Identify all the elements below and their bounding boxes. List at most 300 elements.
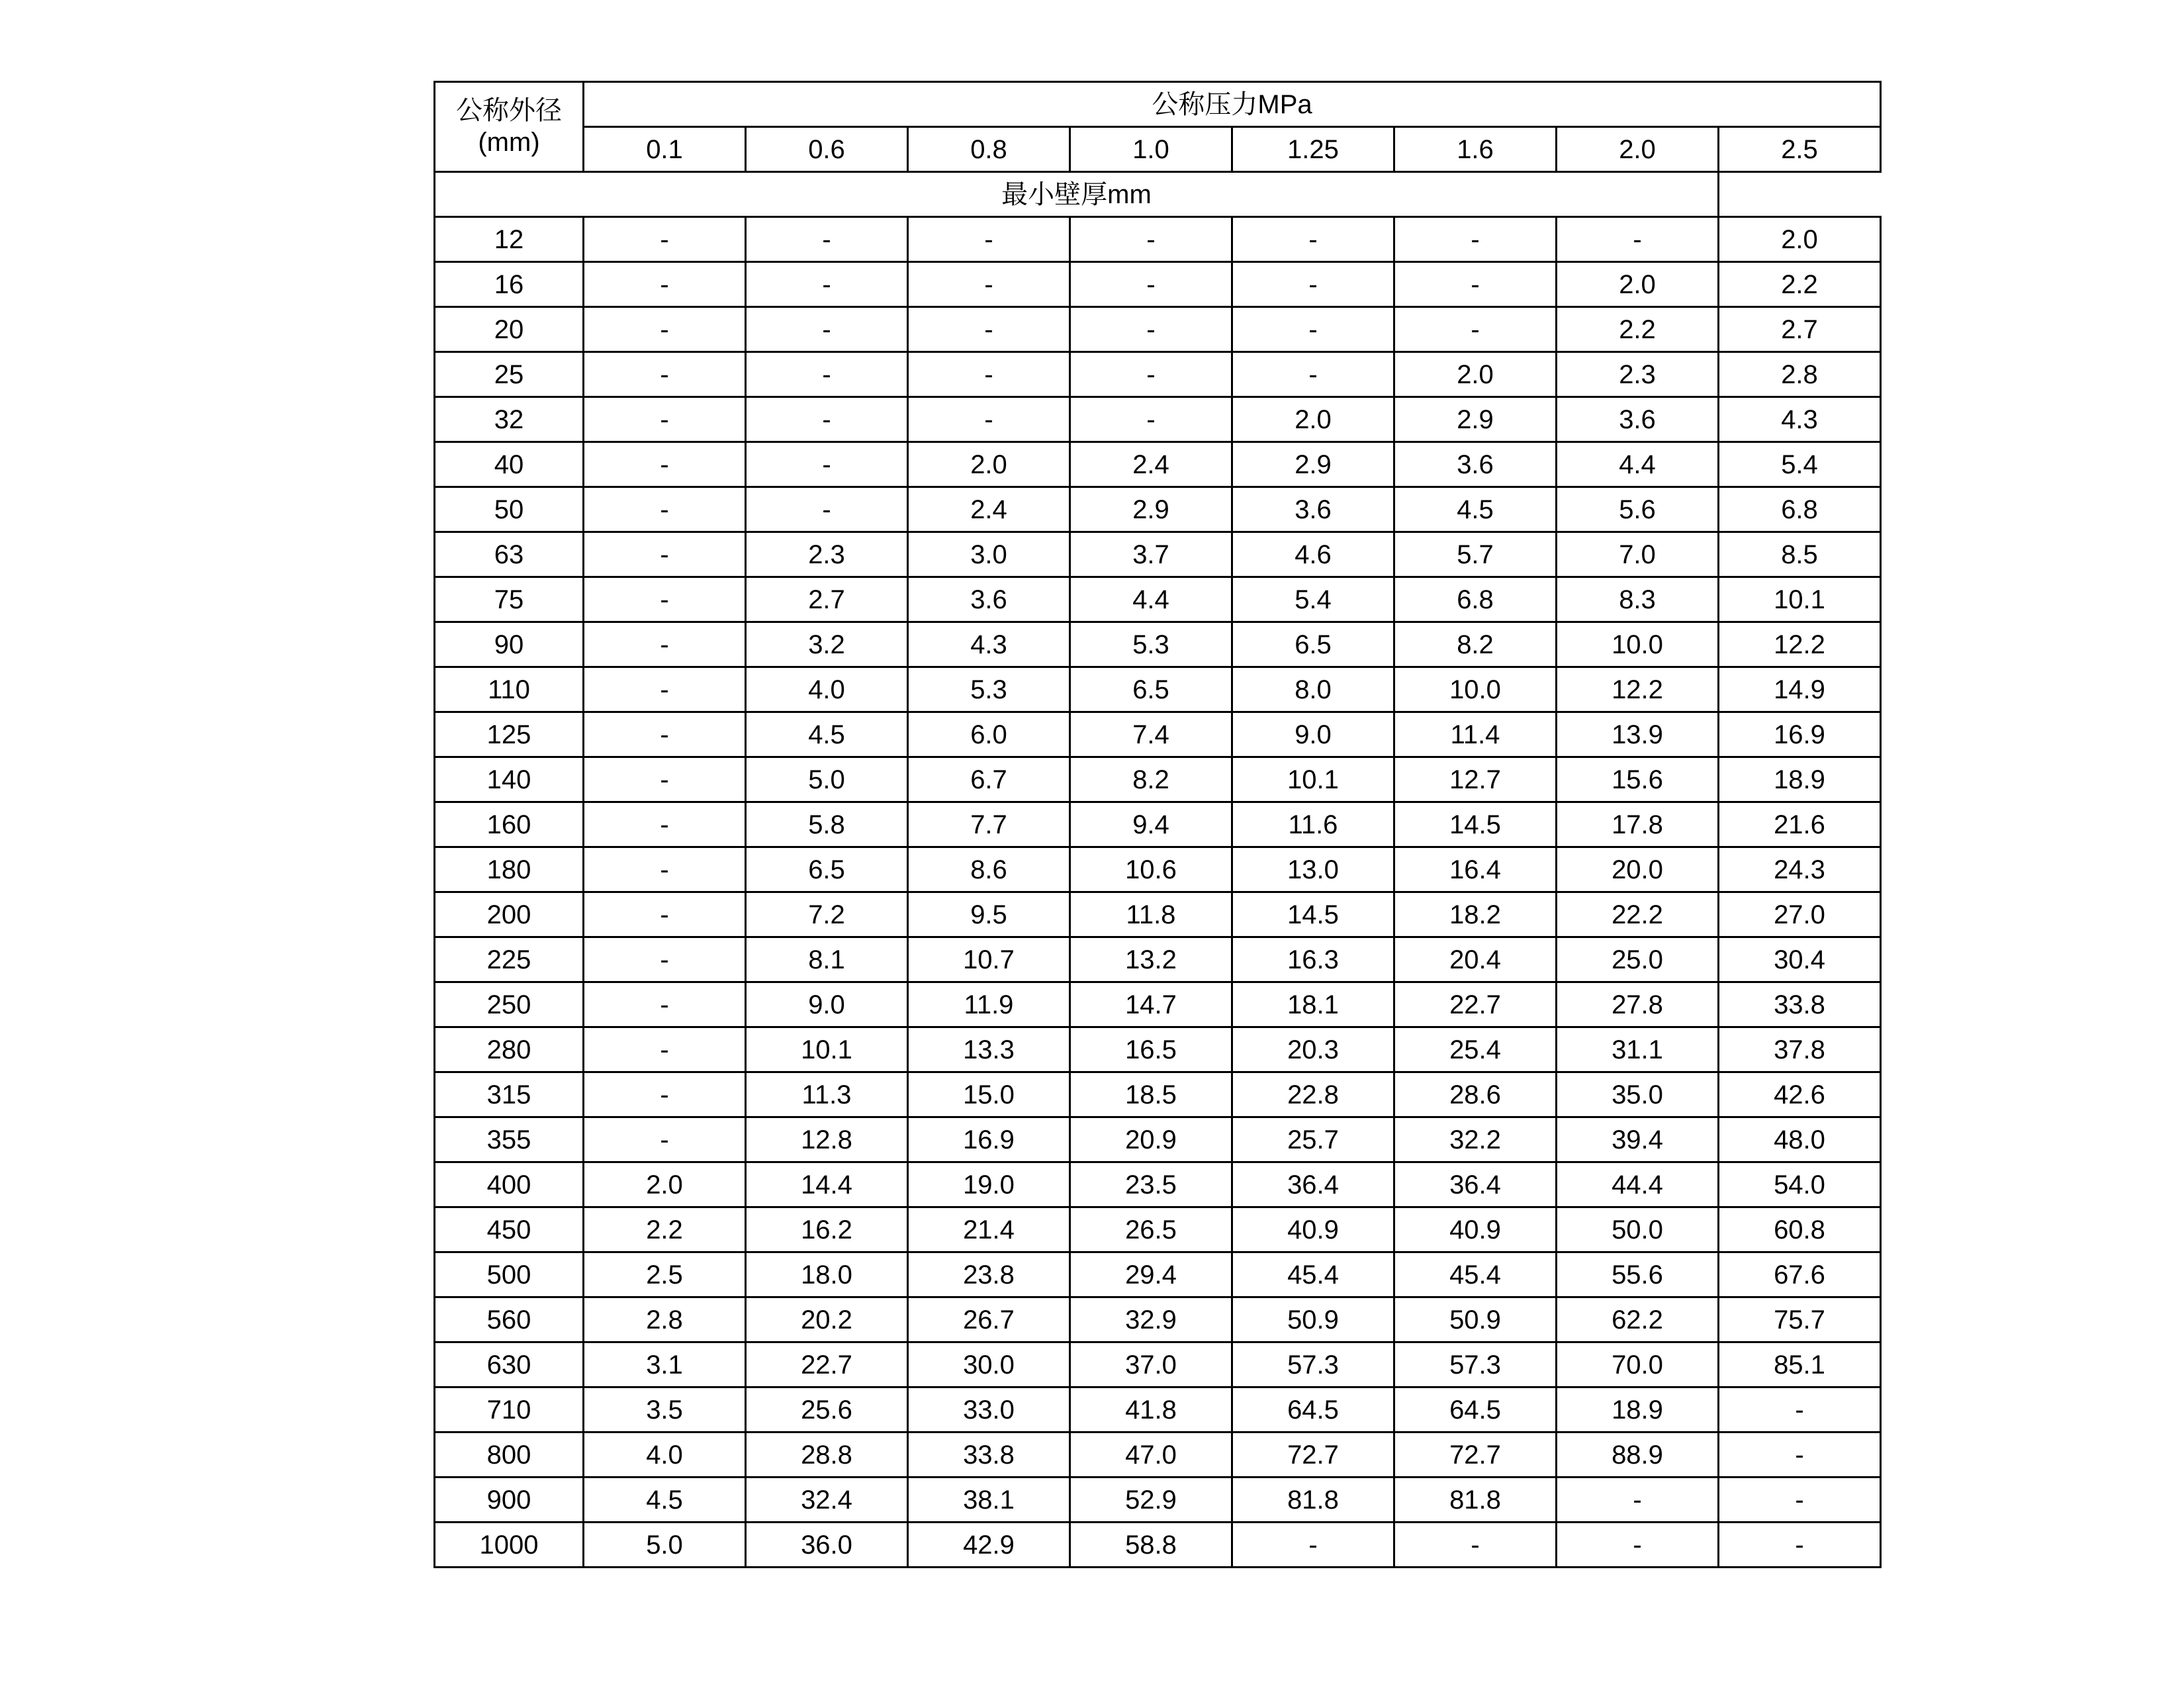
cell-wall-thickness: 6.5 bbox=[1070, 667, 1232, 712]
cell-wall-thickness: 2.7 bbox=[746, 577, 908, 622]
cell-wall-thickness: 7.2 bbox=[746, 892, 908, 937]
cell-wall-thickness: - bbox=[584, 532, 746, 577]
cell-wall-thickness: 17.8 bbox=[1557, 802, 1719, 847]
cell-wall-thickness: 10.0 bbox=[1394, 667, 1557, 712]
cell-wall-thickness: 64.5 bbox=[1394, 1387, 1557, 1432]
cell-nominal-diameter: 900 bbox=[435, 1477, 584, 1523]
cell-wall-thickness: - bbox=[1232, 1523, 1394, 1568]
cell-wall-thickness: 35.0 bbox=[1557, 1072, 1719, 1117]
cell-wall-thickness: 2.2 bbox=[1557, 307, 1719, 352]
cell-wall-thickness: 88.9 bbox=[1557, 1432, 1719, 1477]
cell-nominal-diameter: 400 bbox=[435, 1162, 584, 1207]
cell-wall-thickness: 14.4 bbox=[746, 1162, 908, 1207]
cell-wall-thickness: 16.9 bbox=[1719, 712, 1881, 757]
cell-wall-thickness: - bbox=[1394, 1523, 1557, 1568]
cell-wall-thickness: 32.2 bbox=[1394, 1117, 1557, 1162]
cell-wall-thickness: 6.8 bbox=[1394, 577, 1557, 622]
table-row bbox=[435, 802, 1881, 847]
cell-nominal-diameter: 12 bbox=[435, 217, 584, 262]
cell-wall-thickness: 10.6 bbox=[1070, 847, 1232, 892]
cell-wall-thickness: 2.0 bbox=[584, 1162, 746, 1207]
cell-wall-thickness: - bbox=[1232, 262, 1394, 307]
header-nominal-diameter-line2: (mm) bbox=[478, 127, 540, 157]
cell-wall-thickness: 7.4 bbox=[1070, 712, 1232, 757]
cell-wall-thickness: 5.0 bbox=[584, 1523, 746, 1568]
cell-nominal-diameter: 16 bbox=[435, 262, 584, 307]
cell-nominal-diameter: 450 bbox=[435, 1207, 584, 1252]
header-min-wall-thickness: 最小壁厚mm bbox=[435, 172, 1719, 217]
cell-wall-thickness: - bbox=[584, 487, 746, 532]
cell-wall-thickness: 28.6 bbox=[1394, 1072, 1557, 1117]
header-pressure-1: 0.6 bbox=[746, 127, 908, 172]
table-row bbox=[435, 667, 1881, 712]
cell-wall-thickness: 58.8 bbox=[1070, 1523, 1232, 1568]
cell-wall-thickness: - bbox=[584, 397, 746, 442]
cell-wall-thickness: 39.4 bbox=[1557, 1117, 1719, 1162]
cell-wall-thickness: 26.7 bbox=[908, 1297, 1070, 1342]
cell-wall-thickness: - bbox=[584, 217, 746, 262]
cell-wall-thickness: 4.5 bbox=[584, 1477, 746, 1523]
cell-wall-thickness: 8.0 bbox=[1232, 667, 1394, 712]
cell-wall-thickness: 4.3 bbox=[908, 622, 1070, 667]
cell-wall-thickness: 22.8 bbox=[1232, 1072, 1394, 1117]
cell-wall-thickness: 37.8 bbox=[1719, 1027, 1881, 1072]
cell-wall-thickness: 5.7 bbox=[1394, 532, 1557, 577]
table-row bbox=[435, 487, 1881, 532]
cell-wall-thickness: 9.0 bbox=[1232, 712, 1394, 757]
header-row-thickness-title bbox=[435, 172, 1881, 217]
cell-wall-thickness: 29.4 bbox=[1070, 1252, 1232, 1297]
table-row bbox=[435, 532, 1881, 577]
cell-wall-thickness: 13.0 bbox=[1232, 847, 1394, 892]
cell-wall-thickness: - bbox=[584, 937, 746, 982]
cell-wall-thickness: - bbox=[584, 622, 746, 667]
cell-nominal-diameter: 140 bbox=[435, 757, 584, 802]
cell-wall-thickness: - bbox=[1719, 1477, 1881, 1523]
cell-wall-thickness: 8.2 bbox=[1070, 757, 1232, 802]
cell-wall-thickness: 20.0 bbox=[1557, 847, 1719, 892]
cell-wall-thickness: 64.5 bbox=[1232, 1387, 1394, 1432]
cell-wall-thickness: 14.5 bbox=[1394, 802, 1557, 847]
cell-wall-thickness: 6.5 bbox=[1232, 622, 1394, 667]
header-row-pressure-title bbox=[435, 82, 1881, 127]
cell-wall-thickness: 8.5 bbox=[1719, 532, 1881, 577]
cell-nominal-diameter: 63 bbox=[435, 532, 584, 577]
cell-nominal-diameter: 110 bbox=[435, 667, 584, 712]
cell-wall-thickness: 8.2 bbox=[1394, 622, 1557, 667]
cell-wall-thickness: 23.5 bbox=[1070, 1162, 1232, 1207]
cell-wall-thickness: 50.9 bbox=[1232, 1297, 1394, 1342]
cell-wall-thickness: 18.2 bbox=[1394, 892, 1557, 937]
cell-wall-thickness: - bbox=[746, 487, 908, 532]
table-row bbox=[435, 1297, 1881, 1342]
cell-nominal-diameter: 125 bbox=[435, 712, 584, 757]
cell-nominal-diameter: 315 bbox=[435, 1072, 584, 1117]
cell-wall-thickness: 2.0 bbox=[1557, 262, 1719, 307]
header-pressure-2: 0.8 bbox=[908, 127, 1070, 172]
header-pressure-0: 0.1 bbox=[584, 127, 746, 172]
table-row bbox=[435, 1252, 1881, 1297]
cell-wall-thickness: - bbox=[1557, 217, 1719, 262]
cell-wall-thickness: 4.4 bbox=[1557, 442, 1719, 487]
table-row bbox=[435, 1207, 1881, 1252]
cell-nominal-diameter: 200 bbox=[435, 892, 584, 937]
cell-wall-thickness: - bbox=[584, 847, 746, 892]
cell-wall-thickness: - bbox=[584, 577, 746, 622]
table-row bbox=[435, 1387, 1881, 1432]
cell-wall-thickness: - bbox=[584, 442, 746, 487]
cell-wall-thickness: 3.5 bbox=[584, 1387, 746, 1432]
cell-wall-thickness: 81.8 bbox=[1232, 1477, 1394, 1523]
cell-wall-thickness: 11.9 bbox=[908, 982, 1070, 1027]
cell-wall-thickness: - bbox=[584, 262, 746, 307]
table-row bbox=[435, 352, 1881, 397]
cell-wall-thickness: 45.4 bbox=[1394, 1252, 1557, 1297]
cell-wall-thickness: 13.9 bbox=[1557, 712, 1719, 757]
cell-wall-thickness: - bbox=[746, 217, 908, 262]
cell-wall-thickness: 11.4 bbox=[1394, 712, 1557, 757]
cell-wall-thickness: 2.9 bbox=[1232, 442, 1394, 487]
table-body bbox=[435, 217, 1881, 1568]
header-row-pressure-values bbox=[435, 127, 1881, 172]
cell-wall-thickness: 5.6 bbox=[1557, 487, 1719, 532]
cell-wall-thickness: - bbox=[1719, 1523, 1881, 1568]
cell-wall-thickness: 21.6 bbox=[1719, 802, 1881, 847]
cell-wall-thickness: 3.7 bbox=[1070, 532, 1232, 577]
cell-wall-thickness: 81.8 bbox=[1394, 1477, 1557, 1523]
table-row bbox=[435, 307, 1881, 352]
cell-wall-thickness: - bbox=[1719, 1432, 1881, 1477]
cell-nominal-diameter: 225 bbox=[435, 937, 584, 982]
table-row bbox=[435, 937, 1881, 982]
cell-wall-thickness: 42.6 bbox=[1719, 1072, 1881, 1117]
cell-nominal-diameter: 280 bbox=[435, 1027, 584, 1072]
cell-wall-thickness: - bbox=[1232, 307, 1394, 352]
cell-wall-thickness: 55.6 bbox=[1557, 1252, 1719, 1297]
cell-wall-thickness: 33.8 bbox=[908, 1432, 1070, 1477]
cell-nominal-diameter: 25 bbox=[435, 352, 584, 397]
header-pressure-3: 1.0 bbox=[1070, 127, 1232, 172]
cell-wall-thickness: 27.8 bbox=[1557, 982, 1719, 1027]
cell-wall-thickness: 25.6 bbox=[746, 1387, 908, 1432]
cell-wall-thickness: 13.3 bbox=[908, 1027, 1070, 1072]
cell-wall-thickness: 20.3 bbox=[1232, 1027, 1394, 1072]
cell-wall-thickness: 24.3 bbox=[1719, 847, 1881, 892]
table-row bbox=[435, 1162, 1881, 1207]
cell-wall-thickness: 14.5 bbox=[1232, 892, 1394, 937]
cell-wall-thickness: 3.6 bbox=[908, 577, 1070, 622]
cell-wall-thickness: 48.0 bbox=[1719, 1117, 1881, 1162]
cell-wall-thickness: 2.2 bbox=[584, 1207, 746, 1252]
cell-nominal-diameter: 90 bbox=[435, 622, 584, 667]
cell-nominal-diameter: 560 bbox=[435, 1297, 584, 1342]
table-row bbox=[435, 1432, 1881, 1477]
cell-wall-thickness: 16.5 bbox=[1070, 1027, 1232, 1072]
header-nominal-diameter bbox=[435, 82, 584, 172]
header-pressure-7: 2.5 bbox=[1719, 127, 1881, 172]
cell-wall-thickness: 47.0 bbox=[1070, 1432, 1232, 1477]
cell-wall-thickness: 33.8 bbox=[1719, 982, 1881, 1027]
cell-wall-thickness: - bbox=[908, 262, 1070, 307]
cell-nominal-diameter: 20 bbox=[435, 307, 584, 352]
cell-wall-thickness: 7.7 bbox=[908, 802, 1070, 847]
cell-wall-thickness: 41.8 bbox=[1070, 1387, 1232, 1432]
cell-wall-thickness: 5.3 bbox=[908, 667, 1070, 712]
table-row bbox=[435, 892, 1881, 937]
cell-wall-thickness: 7.0 bbox=[1557, 532, 1719, 577]
cell-wall-thickness: 5.3 bbox=[1070, 622, 1232, 667]
cell-wall-thickness: - bbox=[1557, 1523, 1719, 1568]
header-nominal-pressure: 公称压力MPa bbox=[584, 82, 1881, 127]
cell-nominal-diameter: 710 bbox=[435, 1387, 584, 1432]
cell-wall-thickness: 10.7 bbox=[908, 937, 1070, 982]
cell-nominal-diameter: 75 bbox=[435, 577, 584, 622]
cell-wall-thickness: 4.0 bbox=[584, 1432, 746, 1477]
cell-wall-thickness: 18.1 bbox=[1232, 982, 1394, 1027]
cell-wall-thickness: 30.0 bbox=[908, 1342, 1070, 1387]
cell-wall-thickness: 32.4 bbox=[746, 1477, 908, 1523]
cell-wall-thickness: 2.5 bbox=[584, 1252, 746, 1297]
cell-wall-thickness: 4.6 bbox=[1232, 532, 1394, 577]
cell-wall-thickness: 25.7 bbox=[1232, 1117, 1394, 1162]
cell-wall-thickness: 11.3 bbox=[746, 1072, 908, 1117]
cell-wall-thickness: 22.7 bbox=[746, 1342, 908, 1387]
cell-wall-thickness: - bbox=[1232, 352, 1394, 397]
cell-wall-thickness: 4.5 bbox=[746, 712, 908, 757]
cell-wall-thickness: - bbox=[584, 712, 746, 757]
cell-wall-thickness: 9.4 bbox=[1070, 802, 1232, 847]
cell-wall-thickness: 25.4 bbox=[1394, 1027, 1557, 1072]
cell-wall-thickness: 50.0 bbox=[1557, 1207, 1719, 1252]
table-row bbox=[435, 217, 1881, 262]
cell-wall-thickness: - bbox=[1070, 307, 1232, 352]
cell-wall-thickness: 18.9 bbox=[1557, 1387, 1719, 1432]
cell-wall-thickness: 22.2 bbox=[1557, 892, 1719, 937]
cell-wall-thickness: - bbox=[584, 892, 746, 937]
cell-wall-thickness: 10.1 bbox=[1719, 577, 1881, 622]
cell-wall-thickness: 5.4 bbox=[1719, 442, 1881, 487]
cell-wall-thickness: 4.3 bbox=[1719, 397, 1881, 442]
cell-wall-thickness: - bbox=[584, 352, 746, 397]
cell-wall-thickness: 85.1 bbox=[1719, 1342, 1881, 1387]
cell-wall-thickness: - bbox=[584, 982, 746, 1027]
cell-wall-thickness: 18.5 bbox=[1070, 1072, 1232, 1117]
cell-wall-thickness: 37.0 bbox=[1070, 1342, 1232, 1387]
cell-wall-thickness: 10.1 bbox=[1232, 757, 1394, 802]
cell-wall-thickness: 19.0 bbox=[908, 1162, 1070, 1207]
table-row bbox=[435, 262, 1881, 307]
cell-wall-thickness: 21.4 bbox=[908, 1207, 1070, 1252]
cell-nominal-diameter: 1000 bbox=[435, 1523, 584, 1568]
cell-wall-thickness: - bbox=[1232, 217, 1394, 262]
header-nominal-diameter-line1: 公称外径 bbox=[456, 96, 562, 126]
cell-wall-thickness: 38.1 bbox=[908, 1477, 1070, 1523]
cell-wall-thickness: 2.3 bbox=[746, 532, 908, 577]
cell-wall-thickness: 23.8 bbox=[908, 1252, 1070, 1297]
cell-wall-thickness: - bbox=[1070, 217, 1232, 262]
cell-wall-thickness: 9.0 bbox=[746, 982, 908, 1027]
cell-wall-thickness: 72.7 bbox=[1394, 1432, 1557, 1477]
cell-wall-thickness: - bbox=[746, 262, 908, 307]
cell-wall-thickness: 16.4 bbox=[1394, 847, 1557, 892]
cell-wall-thickness: 13.2 bbox=[1070, 937, 1232, 982]
cell-wall-thickness: 6.7 bbox=[908, 757, 1070, 802]
cell-wall-thickness: 2.8 bbox=[584, 1297, 746, 1342]
cell-wall-thickness: - bbox=[584, 1027, 746, 1072]
table-row bbox=[435, 1072, 1881, 1117]
header-pressure-5: 1.6 bbox=[1394, 127, 1557, 172]
cell-wall-thickness: 11.8 bbox=[1070, 892, 1232, 937]
cell-wall-thickness: - bbox=[1394, 217, 1557, 262]
cell-wall-thickness: 2.3 bbox=[1557, 352, 1719, 397]
cell-nominal-diameter: 630 bbox=[435, 1342, 584, 1387]
cell-wall-thickness: 18.9 bbox=[1719, 757, 1881, 802]
cell-wall-thickness: 54.0 bbox=[1719, 1162, 1881, 1207]
cell-nominal-diameter: 355 bbox=[435, 1117, 584, 1162]
cell-wall-thickness: 25.0 bbox=[1557, 937, 1719, 982]
cell-wall-thickness: 4.5 bbox=[1394, 487, 1557, 532]
cell-wall-thickness: - bbox=[746, 352, 908, 397]
cell-wall-thickness: - bbox=[746, 307, 908, 352]
cell-wall-thickness: 5.8 bbox=[746, 802, 908, 847]
cell-wall-thickness: 62.2 bbox=[1557, 1297, 1719, 1342]
cell-wall-thickness: 5.4 bbox=[1232, 577, 1394, 622]
table-row bbox=[435, 397, 1881, 442]
cell-wall-thickness: - bbox=[746, 397, 908, 442]
cell-wall-thickness: 50.9 bbox=[1394, 1297, 1557, 1342]
cell-wall-thickness: 2.0 bbox=[1232, 397, 1394, 442]
table-header bbox=[435, 82, 1881, 217]
cell-wall-thickness: 15.6 bbox=[1557, 757, 1719, 802]
cell-wall-thickness: - bbox=[908, 307, 1070, 352]
cell-wall-thickness: 12.2 bbox=[1719, 622, 1881, 667]
cell-wall-thickness: - bbox=[1394, 307, 1557, 352]
cell-wall-thickness: 57.3 bbox=[1232, 1342, 1394, 1387]
cell-wall-thickness: 9.5 bbox=[908, 892, 1070, 937]
cell-wall-thickness: 14.9 bbox=[1719, 667, 1881, 712]
cell-wall-thickness: 3.6 bbox=[1394, 442, 1557, 487]
cell-wall-thickness: 57.3 bbox=[1394, 1342, 1557, 1387]
cell-wall-thickness: 44.4 bbox=[1557, 1162, 1719, 1207]
cell-wall-thickness: 2.2 bbox=[1719, 262, 1881, 307]
cell-wall-thickness: 2.8 bbox=[1719, 352, 1881, 397]
table-row bbox=[435, 1342, 1881, 1387]
cell-wall-thickness: 16.9 bbox=[908, 1117, 1070, 1162]
cell-wall-thickness: - bbox=[584, 307, 746, 352]
cell-wall-thickness: 15.0 bbox=[908, 1072, 1070, 1117]
cell-wall-thickness: 3.6 bbox=[1557, 397, 1719, 442]
cell-wall-thickness: 52.9 bbox=[1070, 1477, 1232, 1523]
cell-wall-thickness: 8.1 bbox=[746, 937, 908, 982]
cell-wall-thickness: 31.1 bbox=[1557, 1027, 1719, 1072]
cell-wall-thickness: 42.9 bbox=[908, 1523, 1070, 1568]
cell-wall-thickness: 8.6 bbox=[908, 847, 1070, 892]
table-row bbox=[435, 1523, 1881, 1568]
cell-nominal-diameter: 32 bbox=[435, 397, 584, 442]
cell-wall-thickness: 3.6 bbox=[1232, 487, 1394, 532]
cell-wall-thickness: 8.3 bbox=[1557, 577, 1719, 622]
cell-wall-thickness: 26.5 bbox=[1070, 1207, 1232, 1252]
cell-wall-thickness: 2.9 bbox=[1394, 397, 1557, 442]
cell-wall-thickness: 45.4 bbox=[1232, 1252, 1394, 1297]
cell-wall-thickness: 6.8 bbox=[1719, 487, 1881, 532]
cell-wall-thickness: - bbox=[1719, 1387, 1881, 1432]
cell-nominal-diameter: 250 bbox=[435, 982, 584, 1027]
cell-wall-thickness: 14.7 bbox=[1070, 982, 1232, 1027]
cell-wall-thickness: 28.8 bbox=[746, 1432, 908, 1477]
cell-wall-thickness: 12.7 bbox=[1394, 757, 1557, 802]
table-row bbox=[435, 1027, 1881, 1072]
cell-wall-thickness: 20.4 bbox=[1394, 937, 1557, 982]
cell-wall-thickness: 72.7 bbox=[1232, 1432, 1394, 1477]
cell-wall-thickness: 6.5 bbox=[746, 847, 908, 892]
cell-nominal-diameter: 160 bbox=[435, 802, 584, 847]
header-pressure-4: 1.25 bbox=[1232, 127, 1394, 172]
cell-wall-thickness: 2.0 bbox=[908, 442, 1070, 487]
cell-wall-thickness: 30.4 bbox=[1719, 937, 1881, 982]
cell-wall-thickness: 3.0 bbox=[908, 532, 1070, 577]
cell-wall-thickness: 3.2 bbox=[746, 622, 908, 667]
table-row bbox=[435, 577, 1881, 622]
cell-wall-thickness: 20.2 bbox=[746, 1297, 908, 1342]
cell-wall-thickness: 2.0 bbox=[1719, 217, 1881, 262]
cell-wall-thickness: 32.9 bbox=[1070, 1297, 1232, 1342]
cell-wall-thickness: 75.7 bbox=[1719, 1297, 1881, 1342]
table-row bbox=[435, 442, 1881, 487]
cell-wall-thickness: 6.0 bbox=[908, 712, 1070, 757]
table-row bbox=[435, 847, 1881, 892]
cell-wall-thickness: 70.0 bbox=[1557, 1342, 1719, 1387]
spec-table-container bbox=[433, 81, 1825, 1568]
cell-wall-thickness: 10.0 bbox=[1557, 622, 1719, 667]
cell-wall-thickness: 4.4 bbox=[1070, 577, 1232, 622]
cell-wall-thickness: 12.2 bbox=[1557, 667, 1719, 712]
cell-wall-thickness: - bbox=[1557, 1477, 1719, 1523]
cell-wall-thickness: 5.0 bbox=[746, 757, 908, 802]
cell-nominal-diameter: 50 bbox=[435, 487, 584, 532]
cell-wall-thickness: 36.4 bbox=[1232, 1162, 1394, 1207]
cell-wall-thickness: - bbox=[908, 352, 1070, 397]
cell-wall-thickness: 67.6 bbox=[1719, 1252, 1881, 1297]
cell-wall-thickness: - bbox=[1070, 352, 1232, 397]
cell-wall-thickness: 2.4 bbox=[1070, 442, 1232, 487]
table-row bbox=[435, 622, 1881, 667]
table-row bbox=[435, 757, 1881, 802]
cell-nominal-diameter: 40 bbox=[435, 442, 584, 487]
cell-wall-thickness: 2.7 bbox=[1719, 307, 1881, 352]
cell-wall-thickness: 33.0 bbox=[908, 1387, 1070, 1432]
cell-wall-thickness: 16.2 bbox=[746, 1207, 908, 1252]
cell-wall-thickness: 60.8 bbox=[1719, 1207, 1881, 1252]
cell-nominal-diameter: 180 bbox=[435, 847, 584, 892]
table-row bbox=[435, 712, 1881, 757]
header-pressure-6: 2.0 bbox=[1557, 127, 1719, 172]
cell-wall-thickness: - bbox=[584, 757, 746, 802]
cell-wall-thickness: 36.4 bbox=[1394, 1162, 1557, 1207]
cell-wall-thickness: 20.9 bbox=[1070, 1117, 1232, 1162]
cell-wall-thickness: 22.7 bbox=[1394, 982, 1557, 1027]
cell-wall-thickness: - bbox=[584, 667, 746, 712]
table-row bbox=[435, 1477, 1881, 1523]
pipe-wall-thickness-table bbox=[433, 81, 1882, 1568]
cell-wall-thickness: - bbox=[1394, 262, 1557, 307]
cell-wall-thickness: - bbox=[584, 1072, 746, 1117]
cell-wall-thickness: 16.3 bbox=[1232, 937, 1394, 982]
cell-wall-thickness: 12.8 bbox=[746, 1117, 908, 1162]
cell-wall-thickness: - bbox=[1070, 262, 1232, 307]
cell-wall-thickness: 18.0 bbox=[746, 1252, 908, 1297]
cell-wall-thickness: 36.0 bbox=[746, 1523, 908, 1568]
